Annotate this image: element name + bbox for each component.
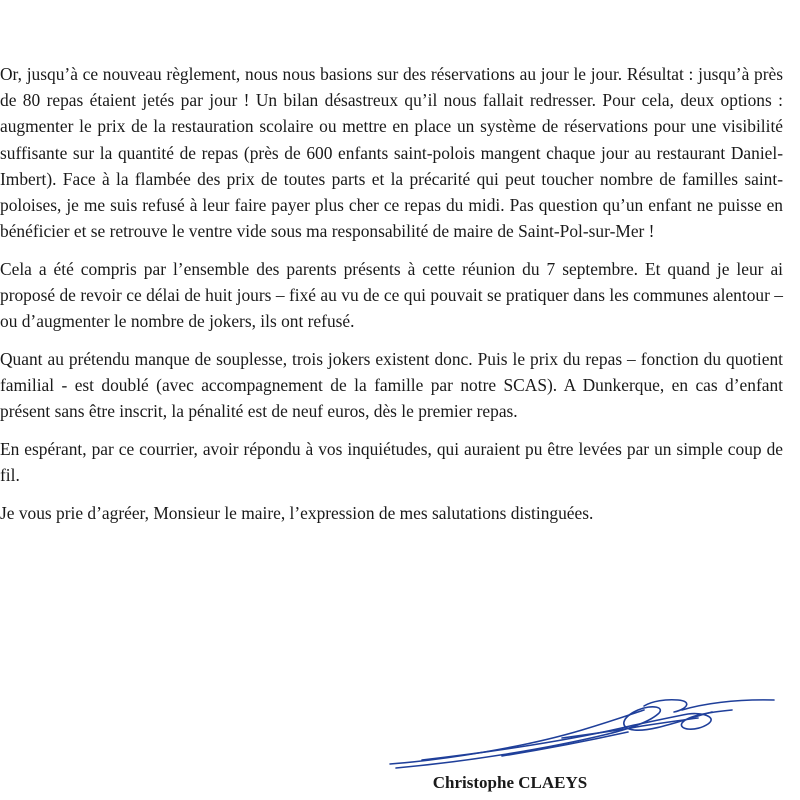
signer-name: Christophe CLAEYS xyxy=(432,773,588,792)
letter-paragraph: Or, jusqu’à ce nouveau règlement, nous nous basions sur des réservations au jour le jour. Résultat : jusqu’à près de 80 repas étaient jetés par jour ! Un bilan désastreux qu’il nous fallait redresser. Pour cela, deux options : augmenter le prix de la restauration scolaire ou mettre en place un système de réservations pour une visibilité suffisante sur la quantité de repas (près de 600 enfants saint-polois mangent chaque jour au restaurant Daniel-Imbert). Face à la flambée des prix de toutes parts et la précarité qui peut toucher nombre de familles saint-poloises, je me suis refusé à leur faire payer plus cher ce repas du midi. Pas question qu’un enfant ne puisse en bénéficier et se retrouve le ventre vide sous ma responsabilité de maire de Saint-Pol-sur-Mer ! xyxy=(0,64,783,242)
handwritten-signature xyxy=(382,690,792,780)
letter-paragraph: Cela a été compris par l’ensemble des parents présents à cette réunion du 7 septembre. Et quand je leur ai proposé de revoir ce délai de huit jours – fixé au vu de ce qui pouvait se pratiquer dans les communes alentour – ou d’augmenter le nombre de jokers, ils ont refusé. xyxy=(0,258,783,332)
letter-paragraph: Quant au prétendu manque de souplesse, trois jokers existent donc. Puis le prix du repas – fonction du quotient familial - est doublé (avec accompagnement de la famille par notre SCAS). A Dunkerque, en cas d’enfant présent sans être inscrit, la pénalité est de neuf euros, dès le premier repas. xyxy=(0,349,783,422)
letter-body xyxy=(0,61,783,526)
letter-paragraph: En espérant, par ce courrier, avoir répondu à vos inquiétudes, qui auraient pu être levées par un simple coup de fil. xyxy=(0,439,783,486)
closing-formula: Je vous prie d’agréer, Monsieur le maire, l’expression de mes salutations distinguées. xyxy=(0,503,594,524)
